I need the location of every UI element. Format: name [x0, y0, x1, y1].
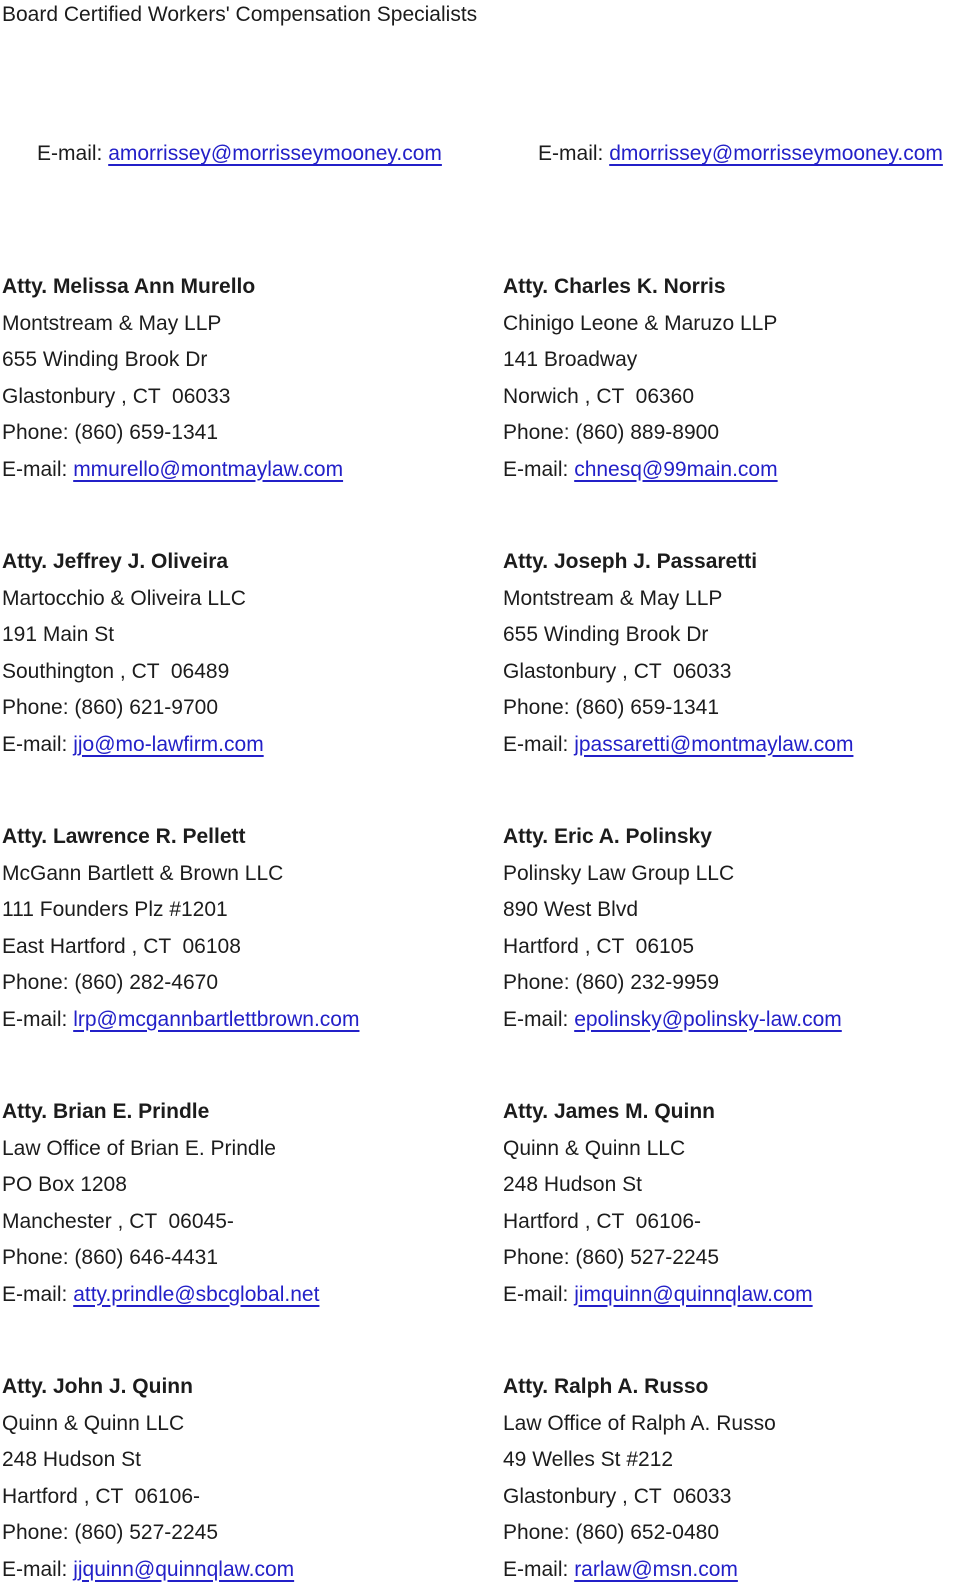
- email-row: [2, 1277, 503, 1314]
- attorney-card: [2, 819, 503, 1038]
- attorney-name: Atty. Charles K. Norris: [503, 269, 960, 306]
- firm-name: Montstream & May LLP: [503, 581, 960, 618]
- firm-name: McGann Bartlett & Brown LLC: [2, 856, 503, 893]
- phone-number: Phone: (860) 646-4431: [2, 1240, 503, 1277]
- email-label: E-mail:: [538, 142, 609, 165]
- email-label: E-mail:: [2, 1283, 73, 1306]
- attorney-row-2: [2, 544, 960, 763]
- attorney-card: [2, 544, 503, 763]
- page-title: Board Certified Workers' Compensation Specialists: [2, 2, 960, 28]
- header-email-left: [2, 100, 503, 208]
- attorney-row-3: [2, 819, 960, 1038]
- email-row: [503, 1277, 960, 1314]
- email-link[interactable]: epolinsky@polinsky-law.com: [574, 1008, 842, 1031]
- email-row: [503, 452, 960, 489]
- attorney-card: [503, 269, 960, 488]
- firm-name: Law Office of Brian E. Prindle: [2, 1131, 503, 1168]
- email-row: [2, 727, 503, 764]
- phone-number: Phone: (860) 282-4670: [2, 965, 503, 1002]
- city-state-zip: Southington , CT 06489: [2, 654, 503, 691]
- firm-name: Law Office of Ralph A. Russo: [503, 1406, 960, 1443]
- email-link[interactable]: mmurello@montmaylaw.com: [73, 458, 343, 481]
- phone-number: Phone: (860) 527-2245: [503, 1240, 960, 1277]
- street-address: 890 West Blvd: [503, 892, 960, 929]
- city-state-zip: Glastonbury , CT 06033: [2, 379, 503, 416]
- attorney-card: [2, 1094, 503, 1313]
- firm-name: Montstream & May LLP: [2, 306, 503, 343]
- phone-number: Phone: (860) 659-1341: [2, 415, 503, 452]
- email-row: [503, 727, 960, 764]
- email-row: [503, 1002, 960, 1039]
- city-state-zip: Glastonbury , CT 06033: [503, 654, 960, 691]
- email-link[interactable]: dmorrissey@morrisseymooney.com: [609, 142, 943, 165]
- firm-name: Quinn & Quinn LLC: [503, 1131, 960, 1168]
- phone-number: Phone: (860) 621-9700: [2, 690, 503, 727]
- attorney-name: Atty. Lawrence R. Pellett: [2, 819, 503, 856]
- email-link[interactable]: jpassaretti@montmaylaw.com: [574, 733, 853, 756]
- email-label: E-mail:: [503, 458, 574, 481]
- attorney-name: Atty. Joseph J. Passaretti: [503, 544, 960, 581]
- email-link[interactable]: rarlaw@msn.com: [574, 1558, 738, 1581]
- phone-number: Phone: (860) 889-8900: [503, 415, 960, 452]
- attorney-row-5: [2, 1369, 960, 1588]
- attorney-name: Atty. John J. Quinn: [2, 1369, 503, 1406]
- attorney-name: Atty. James M. Quinn: [503, 1094, 960, 1131]
- phone-number: Phone: (860) 232-9959: [503, 965, 960, 1002]
- email-link[interactable]: atty.prindle@sbcglobal.net: [73, 1283, 319, 1306]
- phone-number: Phone: (860) 652-0480: [503, 1515, 960, 1552]
- email-label: E-mail:: [2, 733, 73, 756]
- email-link[interactable]: jimquinn@quinnqlaw.com: [574, 1283, 812, 1306]
- header-email-right: [503, 100, 960, 208]
- email-label: E-mail:: [503, 1558, 574, 1581]
- email-label: E-mail:: [503, 1008, 574, 1031]
- firm-name: Polinsky Law Group LLC: [503, 856, 960, 893]
- street-address: 111 Founders Plz #1201: [2, 892, 503, 929]
- street-address: 655 Winding Brook Dr: [2, 342, 503, 379]
- email-label: E-mail:: [503, 1283, 574, 1306]
- email-label: E-mail:: [2, 1008, 73, 1031]
- street-address: PO Box 1208: [2, 1167, 503, 1204]
- email-label: E-mail:: [503, 733, 574, 756]
- street-address: 248 Hudson St: [503, 1167, 960, 1204]
- phone-number: Phone: (860) 659-1341: [503, 690, 960, 727]
- email-link[interactable]: lrp@mcgannbartlettbrown.com: [73, 1008, 359, 1031]
- header-email-row: [2, 100, 960, 208]
- email-link[interactable]: amorrissey@morrisseymooney.com: [108, 142, 442, 165]
- street-address: 191 Main St: [2, 617, 503, 654]
- phone-number: Phone: (860) 527-2245: [2, 1515, 503, 1552]
- email-link[interactable]: jjquinn@quinnqlaw.com: [73, 1558, 294, 1581]
- attorney-name: Atty. Jeffrey J. Oliveira: [2, 544, 503, 581]
- email-link[interactable]: jjo@mo-lawfirm.com: [73, 733, 264, 756]
- firm-name: Martocchio & Oliveira LLC: [2, 581, 503, 618]
- firm-name: Quinn & Quinn LLC: [2, 1406, 503, 1443]
- email-row: [503, 1552, 960, 1588]
- city-state-zip: Hartford , CT 06106-: [2, 1479, 503, 1516]
- email-label: E-mail:: [2, 458, 73, 481]
- attorney-card: [503, 1094, 960, 1313]
- attorney-card: [503, 819, 960, 1038]
- attorney-card: [503, 544, 960, 763]
- attorney-row-1: [2, 269, 960, 488]
- email-row: [2, 1002, 503, 1039]
- email-row: [2, 452, 503, 489]
- street-address: 655 Winding Brook Dr: [503, 617, 960, 654]
- email-label: E-mail:: [37, 142, 108, 165]
- attorney-card: [503, 1369, 960, 1588]
- email-label: E-mail:: [2, 1558, 73, 1581]
- city-state-zip: Hartford , CT 06105: [503, 929, 960, 966]
- attorney-row-4: [2, 1094, 960, 1313]
- city-state-zip: Glastonbury , CT 06033: [503, 1479, 960, 1516]
- city-state-zip: East Hartford , CT 06108: [2, 929, 503, 966]
- street-address: 141 Broadway: [503, 342, 960, 379]
- street-address: 49 Welles St #212: [503, 1442, 960, 1479]
- city-state-zip: Hartford , CT 06106-: [503, 1204, 960, 1241]
- attorney-card: [2, 269, 503, 488]
- attorney-card: [2, 1369, 503, 1588]
- attorney-name: Atty. Melissa Ann Murello: [2, 269, 503, 306]
- city-state-zip: Norwich , CT 06360: [503, 379, 960, 416]
- attorney-name: Atty. Ralph A. Russo: [503, 1369, 960, 1406]
- city-state-zip: Manchester , CT 06045-: [2, 1204, 503, 1241]
- street-address: 248 Hudson St: [2, 1442, 503, 1479]
- attorney-name: Atty. Brian E. Prindle: [2, 1094, 503, 1131]
- firm-name: Chinigo Leone & Maruzo LLP: [503, 306, 960, 343]
- email-row: [2, 1552, 503, 1588]
- attorney-name: Atty. Eric A. Polinsky: [503, 819, 960, 856]
- email-link[interactable]: chnesq@99main.com: [574, 458, 777, 481]
